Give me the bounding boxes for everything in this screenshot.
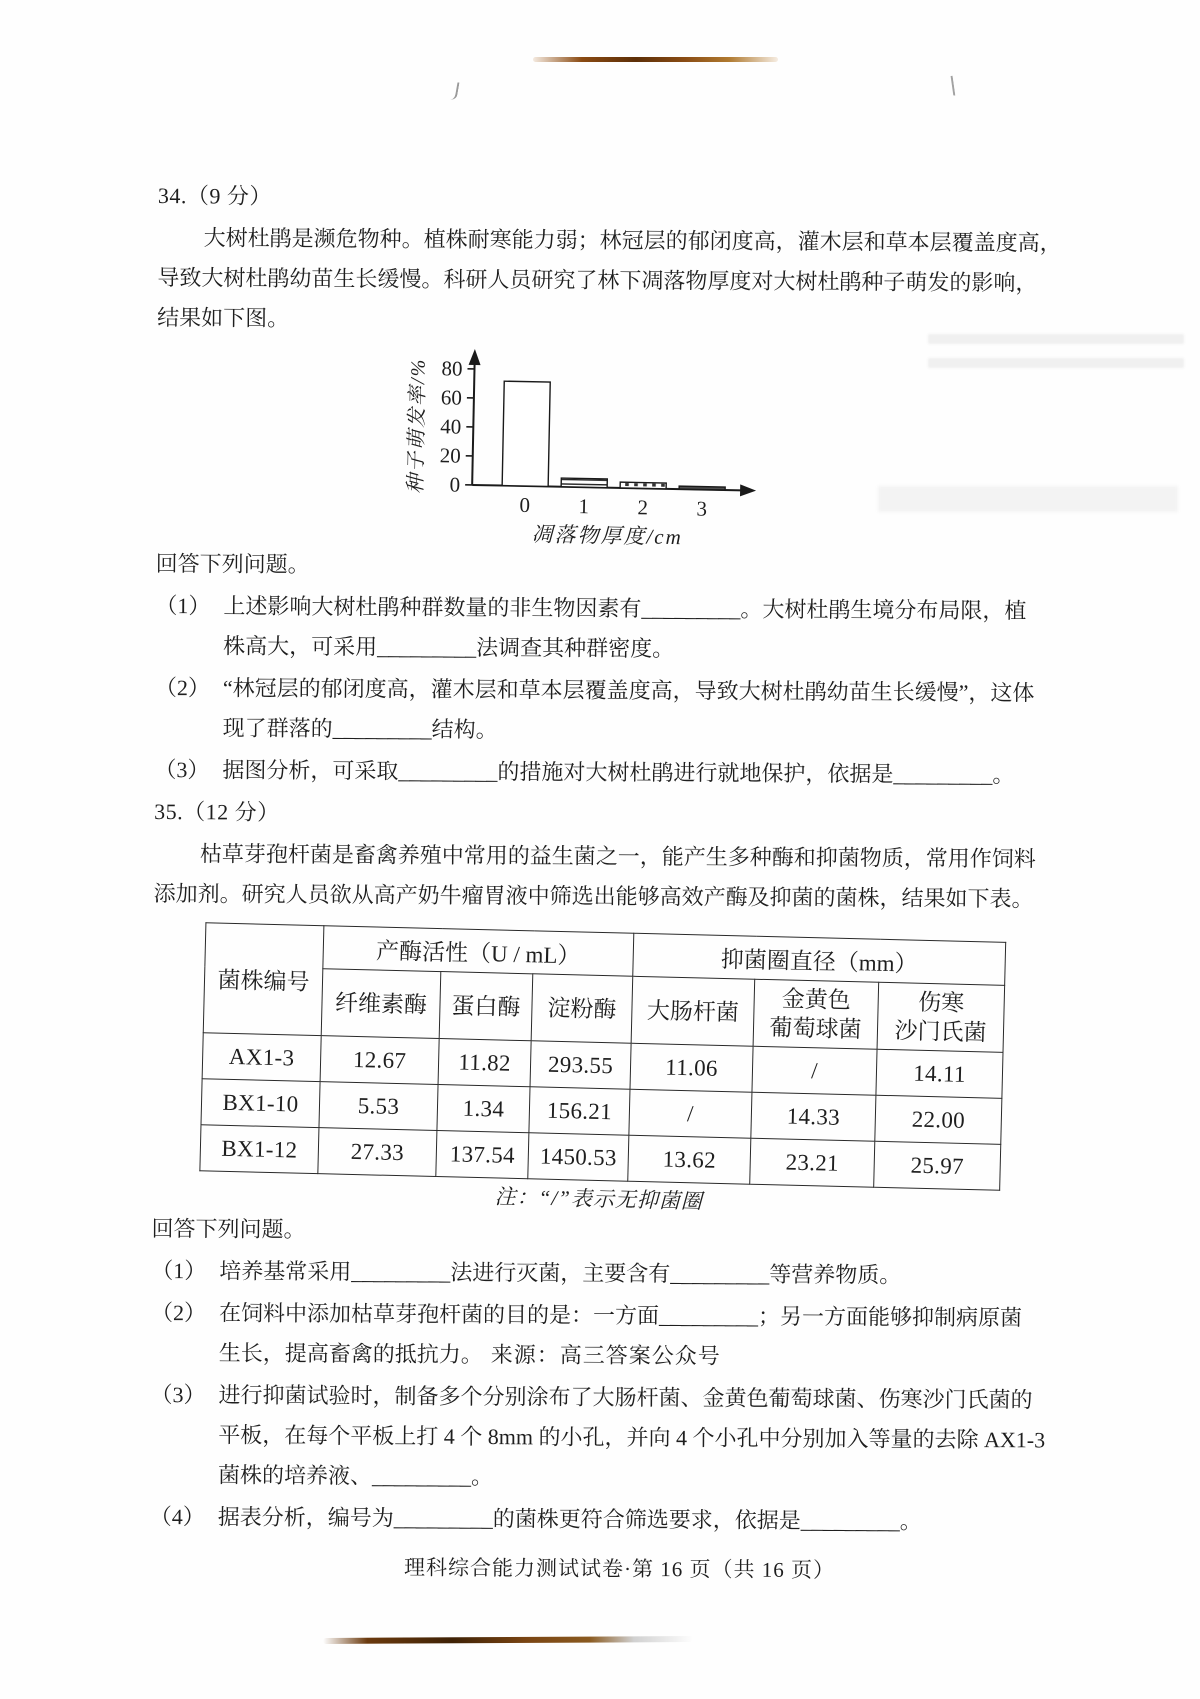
scan-streak-bottom xyxy=(323,1636,693,1644)
question-label: （2） xyxy=(154,674,210,701)
page-footer: 理科综合能力测试试卷·第 16 页（共 16 页） xyxy=(403,1555,836,1583)
question-line: 上述影响大树杜鹃种群数量的非生物因素有_________。大树杜鹃生境分布局限，植 xyxy=(223,593,1027,624)
table-header xyxy=(203,923,1005,1053)
question-line: “林冠层的郁闭度高，灌木层和草本层覆盖度高，导致大树杜鹃幼苗生长缓慢”，这体 xyxy=(222,675,1035,706)
question-line-text: 生长，提高畜禽的抵抗力。 xyxy=(218,1340,483,1368)
table-body xyxy=(200,1033,1003,1191)
question-line: 现了群落的_________结构。 xyxy=(222,715,498,743)
question-line: 进行抑菌试验时，制备多个分别涂布了大肠杆菌、金黄色葡萄球菌、伤寒沙门氏菌的 xyxy=(218,1382,1033,1413)
q35-intro-paragraph xyxy=(153,834,1036,919)
q35-sub-question-3 xyxy=(150,1375,1046,1500)
table-cell: 156.21 xyxy=(529,1087,630,1135)
bar xyxy=(679,486,725,490)
x-axis-arrow xyxy=(740,484,756,496)
question-text xyxy=(218,1497,1030,1542)
table-cell: 11.82 xyxy=(438,1039,531,1087)
table-cell: 137.54 xyxy=(436,1131,529,1179)
question-line: 平板，在每个平板上打 4 个 8mm 的小孔，并向 4 个小孔中分别加入等量的去除 AX1-3 xyxy=(218,1422,1046,1453)
col-header-cellulase: 纤维素酶 xyxy=(321,969,441,1039)
col-header-strain-id: 菌株编号 xyxy=(203,923,324,1036)
y-tick-label: 80 xyxy=(441,356,463,381)
q35-sub-question-2 xyxy=(151,1293,1031,1378)
y-tick-label: 60 xyxy=(440,385,463,410)
col-header-salmonella: 伤寒 沙门氏菌 xyxy=(877,982,1005,1052)
question-label: （3） xyxy=(154,756,210,783)
question-line xyxy=(219,1333,1031,1378)
y-tick-label: 0 xyxy=(449,472,461,497)
q34-number: 34.（9 分） xyxy=(157,182,272,209)
q34-answer-prompt: 回答下列问题。 xyxy=(155,550,310,577)
paragraph-line: 结果如下图。 xyxy=(157,304,290,331)
table-cell: 13.62 xyxy=(628,1135,751,1184)
col-group-inhibition-diameter: 抑菌圈直径（mm） xyxy=(633,933,1006,985)
table-cell: / xyxy=(752,1046,877,1095)
table-cell: BX1-12 xyxy=(200,1125,319,1174)
paragraph-line: 添加剂。研究人员欲从高产奶牛瘤胃液中筛选出能够高效产酶及抑菌的菌株，结果如下表。 xyxy=(153,880,1034,912)
x-tick-label: 3 xyxy=(696,496,708,521)
table-cell: BX1-10 xyxy=(201,1079,320,1128)
table-cell: 14.11 xyxy=(876,1049,1003,1098)
q35-number: 35.（12 分） xyxy=(154,798,280,825)
question-text xyxy=(219,1251,1031,1296)
y-axis-arrow xyxy=(469,349,481,365)
table-cell: 5.53 xyxy=(319,1082,438,1131)
bar xyxy=(561,478,607,488)
question-text xyxy=(217,1375,1046,1500)
question-label: （4） xyxy=(149,1503,205,1530)
table-note: 注：“/”表示无抑菌圈 xyxy=(494,1184,704,1214)
y-tick-label: 20 xyxy=(439,443,461,468)
bar xyxy=(620,482,666,489)
question-text xyxy=(223,668,1035,753)
scan-mark-right xyxy=(947,76,956,97)
q34-sub-question-3 xyxy=(154,750,1034,795)
question-line: 菌株的培养液、_________。 xyxy=(217,1462,494,1490)
question-text xyxy=(219,1293,1031,1378)
table-cell: 23.21 xyxy=(750,1138,875,1187)
y-tick-label: 40 xyxy=(440,414,462,439)
q35-sub-question-4 xyxy=(150,1497,1030,1542)
col-group-enzyme-activity: 产酶活性（U / mL） xyxy=(323,926,634,977)
scan-mark-left xyxy=(450,82,459,101)
question-label: （1） xyxy=(155,592,211,619)
strain-table-block xyxy=(199,922,1006,1224)
col-header-protease: 蛋白酶 xyxy=(439,972,533,1041)
question-line: 据表分析，编号为_________的菌株更符合筛选要求，依据是_________。 xyxy=(217,1504,922,1534)
question-line: 培养基常采用_________法进行灭菌，主要含有_________等营养物质。 xyxy=(219,1258,902,1288)
germination-chart-block xyxy=(397,343,781,551)
table-cell: 11.06 xyxy=(630,1043,753,1092)
col-header-amylase: 淀粉酶 xyxy=(531,974,633,1043)
x-tick-label: 0 xyxy=(519,492,531,518)
exam-sheet xyxy=(149,176,1062,1586)
bar xyxy=(502,381,550,486)
question-label: （1） xyxy=(151,1257,207,1284)
y-axis-label: 种子萌发率/% xyxy=(404,357,430,495)
table-cell: 12.67 xyxy=(320,1036,439,1085)
q34-sub-question-2 xyxy=(155,668,1035,753)
question-line: 在饲料中添加枯草芽孢杆菌的目的是：一方面_________；另一方面能够抑制病原菌 xyxy=(218,1300,1023,1331)
table-cell: 25.97 xyxy=(874,1141,1001,1190)
table-cell: / xyxy=(629,1089,752,1138)
strain-table xyxy=(199,922,1006,1190)
col-header-ecoli: 大肠杆菌 xyxy=(631,976,755,1046)
x-tick-label: 1 xyxy=(578,494,590,519)
q35-answer-prompt: 回答下列问题。 xyxy=(151,1215,306,1242)
q34-intro-paragraph xyxy=(157,218,1062,343)
table-cell: 293.55 xyxy=(530,1041,631,1089)
x-axis-label: 凋落物厚度/cm xyxy=(531,522,684,550)
table-cell: AX1-3 xyxy=(202,1033,321,1082)
question-line: 据图分析，可采取_________的措施对大树杜鹃进行就地保护，依据是_________。 xyxy=(222,757,1015,788)
source-watermark: 来源：高三答案公众号 xyxy=(490,1342,721,1369)
table-cell: 1.34 xyxy=(437,1085,530,1133)
col-header-staph: 金黄色 葡萄球菌 xyxy=(753,979,879,1049)
scan-streak-top xyxy=(533,57,778,62)
question-line: 株高大，可采用_________法调查其种群密度。 xyxy=(223,633,675,662)
paragraph-line: 大树杜鹃是濒危物种。植株耐寒能力弱；林冠层的郁闭度高，灌木层和草本层覆盖度高， xyxy=(203,225,1062,256)
germination-bar-chart xyxy=(398,343,769,520)
question-text xyxy=(223,586,1035,671)
table-cell: 27.33 xyxy=(318,1128,437,1177)
q35-sub-question-1 xyxy=(151,1251,1031,1296)
question-text xyxy=(222,750,1034,795)
table-cell: 14.33 xyxy=(751,1092,876,1141)
question-label: （2） xyxy=(150,1299,207,1326)
x-tick-label: 2 xyxy=(637,495,649,520)
q34-sub-question-1 xyxy=(155,586,1035,671)
question-label: （3） xyxy=(150,1381,206,1408)
table-cell: 1450.53 xyxy=(528,1133,629,1181)
table-cell: 22.00 xyxy=(875,1095,1002,1144)
paragraph-line: 导致大树杜鹃幼苗生长缓慢。科研人员研究了林下凋落物厚度对大树杜鹃种子萌发的影响， xyxy=(157,264,1038,296)
paragraph-line: 枯草芽孢杆菌是畜禽养殖中常用的益生菌之一，能产生多种酶和抑菌物质，常用作饲料 xyxy=(199,841,1036,872)
